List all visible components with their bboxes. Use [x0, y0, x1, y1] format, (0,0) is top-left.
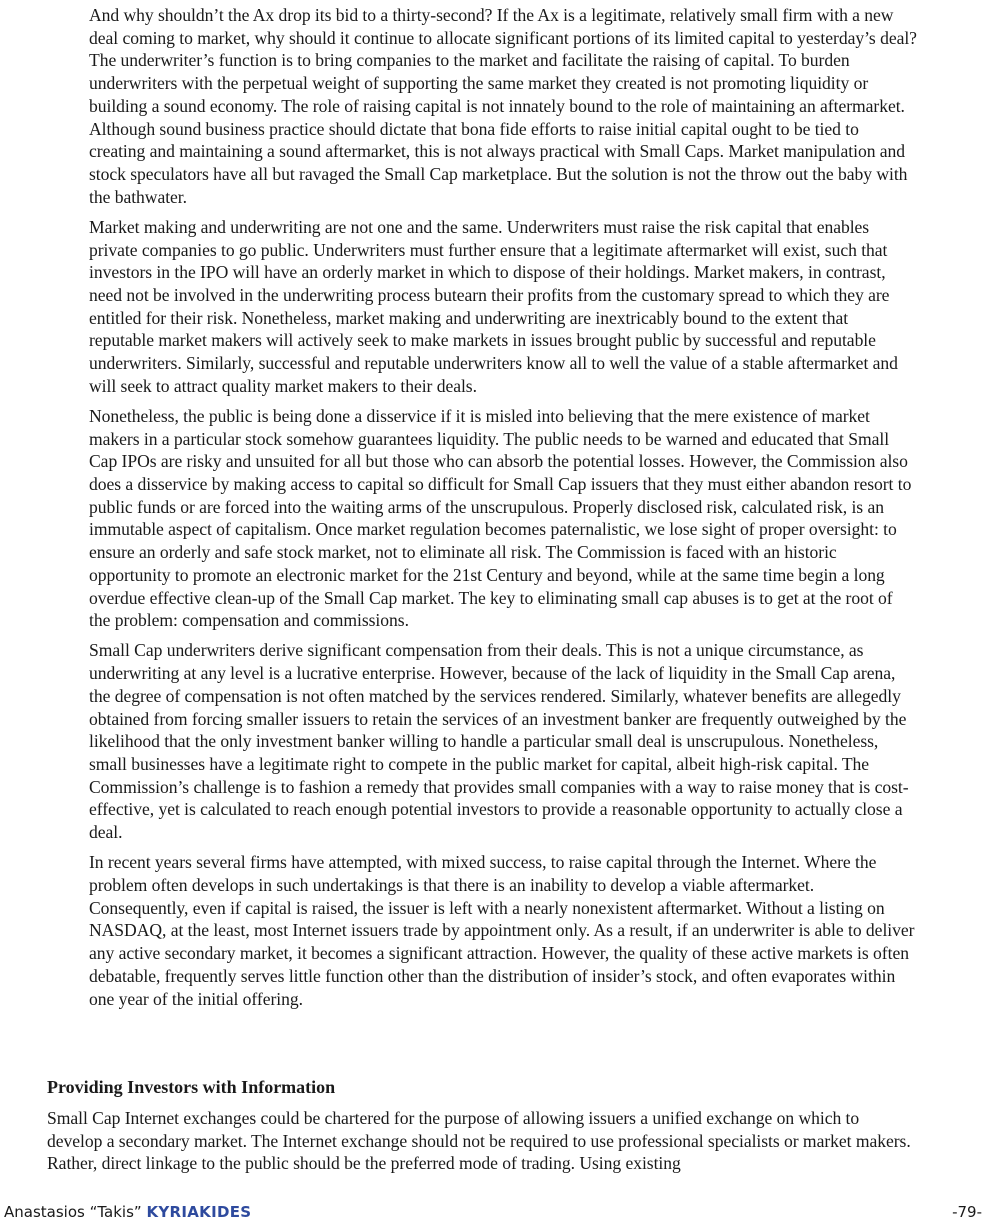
paragraph-internet-capital: In recent years several firms have attempted, with mixed success, to raise capital through the Internet. Where the problem often develops in such undertakings is that there is an inability to develop a viable aftermarket. Consequently, even if capital is raised, the issuer is left with a nearly nonexistent aftermarket. Without a listing on NASDAQ, at the least, most Internet issuers trade by appointment only. As a result, if an underwriter is able to deliver any active secondary market, it becomes a significant attraction. However, the quality of these active markets is often debatable, frequently serves little function other than the distribution of insider’s stock, and often evaporates within one year of the initial offering. — [89, 852, 915, 1009]
footer-author — [4, 1201, 251, 1223]
author-surname: KYRIAKIDES — [146, 1203, 252, 1221]
page-number: -79- — [952, 1203, 982, 1221]
paragraph-underwriter-compensation: Small Cap underwriters derive significant compensation from their deals. This is not a unique circumstance, as underwriting at any level is a lucrative enterprise. However, because of the lack of liquidity in the Small Cap arena, the degree of compensation is not often matched by the services rendered. Similarly, whatever benefits are allegedly obtained from forcing smaller issuers to retain the services of an investment banker are frequently outweighed by the likelihood that the only investment banker willing to handle a particular small deal is unscrupulous. Nonetheless, small businesses have a legitimate right to compete in the public market for capital, albeit high-risk capital. The Commission’s challenge is to fashion a remedy that provides small companies with a way to raise money that is cost-effective, yet is calculated to reach enough potential investors to provide a reasonable opportunity to actually close a deal. — [89, 640, 909, 843]
section-paragraph: Small Cap Internet exchanges could be chartered for the purpose of allowing issuers a unified exchange on which to develop a secondary market. The Internet exchange should not be required to use professional specialists or market makers. Rather, direct linkage to the public should be the preferred mode of trading. Using existing — [47, 1108, 911, 1174]
body-text — [89, 4, 917, 1018]
paragraph-market-making: Market making and underwriting are not one and the same. Underwriters must raise the risk capital that enables private companies to go public. Underwriters must further ensure that a legitimate aftermarket will exist, such that investors in the IPO will have an orderly market in which to dispose of their holdings. Market makers, in contrast, need not be involved in the underwriting process butearn their profits from the customary spread to which they are entitled for their risk. Nonetheless, market making and underwriting are inextricably bound to the extent that reputable market makers will actively seek to make markets in issues brought public by successful and reputable underwriters. Similarly, successful and reputable underwriters know all to well the value of a stable aftermarket and will seek to attract quality market makers to their deals. — [89, 216, 898, 396]
author-given-name: Anastasios “Takis” — [4, 1203, 147, 1221]
page-footer — [0, 1201, 1000, 1223]
paragraph-public-disservice: Nonetheless, the public is being done a disservice if it is misled into believing that the mere existence of market makers in a particular stock somehow guarantees liquidity. The public needs to be warned and educated that Small Cap IPOs are risky and unsuited for all but those who can absorb the potential losses. However, the Commission also does a disservice by making access to capital so difficult for Small Cap issuers that they must either abandon resort to public funds or are forced into the waiting arms of the unscrupulous. Properly disclosed risk, calculated risk, is an immutable aspect of capitalism. Once market regulation becomes paternalistic, we lose sight of proper oversight: to ensure an orderly and safe stock market, not to eliminate all risk. The Commission is faced with an historic opportunity to promote an electronic market for the 21st Century and beyond, while at the same time begin a long overdue effective clean-up of the Small Cap market. The key to eliminating small cap abuses is to get at the root of the problem: compensation and commissions. — [89, 405, 912, 631]
paragraph-ax-bid: And why shouldn’t the Ax drop its bid to a thirty-second? If the Ax is a legitimate, relatively small firm with a new deal coming to market, why should it continue to allocate significant portions of its limited capital to yesterday’s deal? The underwriter’s function is to bring companies to the market and facilitate the raising of capital. To burden underwriters with the perpetual weight of supporting the same market they created is not promoting liquidity or building a sound economy. The role of raising capital is not innately bound to the role of maintaining an aftermarket. Although sound business practice should dictate that bona fide efforts to raise initial capital ought to be tied to creating and maintaining a sound aftermarket, this is not always practical with Small Caps. Market manipulation and stock speculators have all but ravaged the Small Cap marketplace. But the solution is not the throw out the baby with the bathwater. — [89, 5, 917, 207]
section-heading: Providing Investors with Information — [47, 1077, 336, 1097]
